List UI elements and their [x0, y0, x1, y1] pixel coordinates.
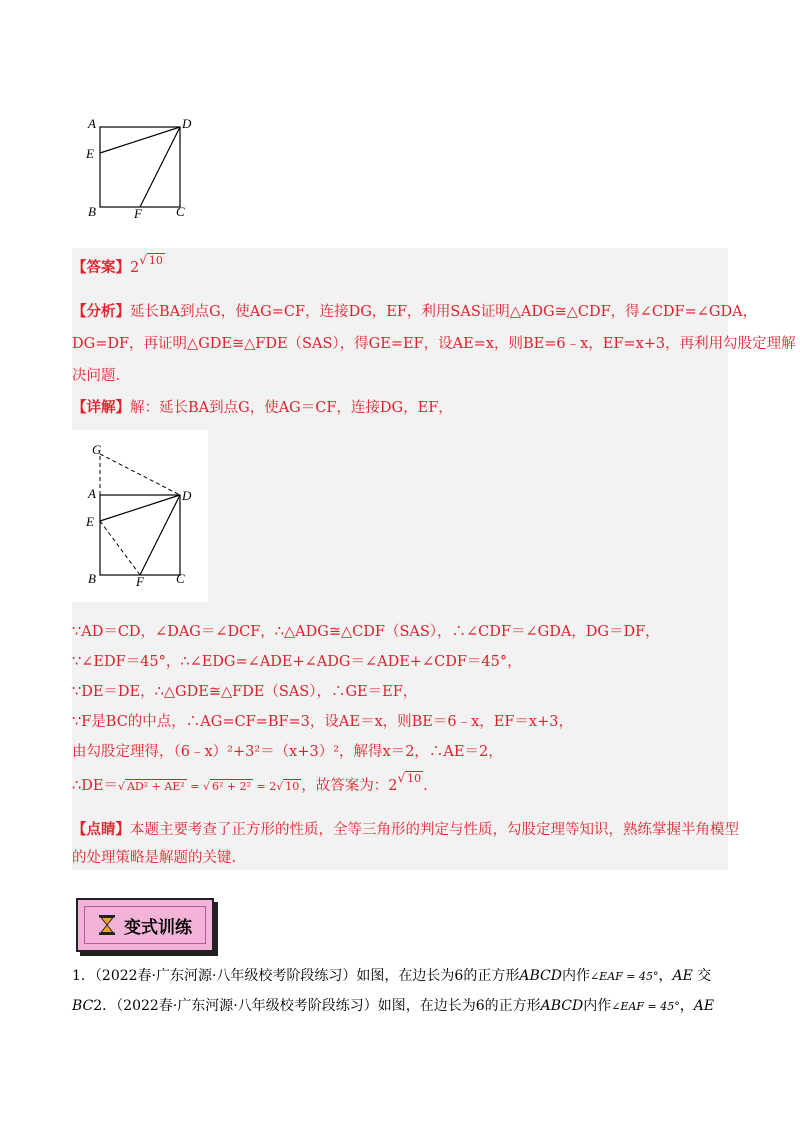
segment-ef-dashed	[100, 521, 140, 575]
detail-line-5: 由勾股定理得，（6﹣x）²+3²＝（x+3）²，解得x＝2，∴AE＝2，	[72, 744, 503, 760]
section-badge	[76, 898, 214, 952]
label-f: F	[136, 574, 144, 588]
label-d: D	[182, 116, 192, 131]
label-f: F	[134, 206, 142, 221]
label-g: G	[92, 442, 102, 457]
detail-line-6: ∴DE＝√ AD² + AE² = √ 6² + 2² = 2√ 10 ，故答案为：2√ 10 .	[72, 776, 428, 797]
label-b: B	[88, 204, 96, 219]
label-c: C	[176, 204, 185, 219]
comment-tag: 【点睛】	[72, 821, 130, 838]
detail-line-1: ∵AD＝CD，∠DAG＝∠DCF，∴△ADG≅△CDF（SAS），∴∠CDF＝∠GDA，DG＝DF，	[72, 624, 660, 640]
label-e: E	[86, 514, 94, 529]
detail-line-3: ∵DE＝DE，∴△GDE≅△FDE（SAS），∴GE＝EF，	[72, 684, 418, 700]
answer-tag: 【答案】	[72, 259, 130, 276]
detail-line-4: ∵F是BC的中点，∴AG=CF=BF=3，设AE＝x，则BE＝6﹣x，EF＝x+3，	[72, 714, 573, 730]
square-outline	[100, 127, 180, 207]
sqrt-1: √ AD² + AE²	[117, 780, 185, 793]
analysis-line-2: DG=DF，再证明△GDE≅△FDE（SAS），得GE=EF，设AE=x，则BE=6﹣x，EF=x+3，再利用勾股定理解	[72, 336, 796, 352]
answer-line	[72, 253, 165, 279]
segment-gd-dashed	[100, 454, 180, 495]
sqrt-2: √ 6² + 2²	[202, 780, 251, 793]
detail-tag: 【详解】	[72, 399, 130, 416]
figure-square-with-g	[80, 440, 204, 588]
square-outline	[100, 495, 180, 575]
label-a: A	[88, 486, 96, 501]
label-b: B	[88, 571, 96, 586]
exercise-line-1: 1．（2022春·广东河源·八年级校考阶段练习）如图，在边长为6的正方形ABCD内作∠EAF = 45°，AE 交	[72, 968, 712, 984]
sqrt-4: √ 10	[397, 771, 422, 785]
label-a: A	[88, 116, 96, 131]
segment-fd	[140, 495, 180, 575]
segment-ed	[100, 495, 180, 521]
comment-line-1: 【点睛】本题主要考查了正方形的性质，全等三角形的判定与性质，勾股定理等知识，熟练掌握半角模型	[72, 821, 739, 838]
analysis-tag: 【分析】	[72, 303, 130, 320]
analysis-line-1: 【分析】延长BA到点G，使AG=CF，连接DG，EF，利用SAS证明△ADG≅△CDF，得∠CDF=∠GDA，	[72, 303, 758, 320]
detail-line-2: ∵∠EDF＝45°，∴∠EDG=∠ADE+∠ADG＝∠ADE+∠CDF＝45°，	[72, 654, 522, 670]
exercise-line-2: BC2．（2022春·广东河源·八年级校考阶段练习）如图，在边长为6的正方形ABCD内作∠EAF = 45°，AE	[72, 998, 715, 1014]
segment-fd	[140, 127, 180, 207]
hourglass-icon	[98, 914, 116, 936]
label-c: C	[176, 571, 185, 586]
sqrt-3: √ 10	[276, 780, 300, 793]
label-e: E	[86, 146, 94, 161]
analysis-line-3: 决问题.	[72, 368, 121, 384]
comment-line-2: 的处理策略是解题的关键.	[72, 850, 237, 866]
answer-coef: 2	[130, 260, 140, 276]
answer-sqrt: √ 10	[139, 253, 163, 267]
segment-ed	[100, 127, 180, 153]
figure-square-abcd	[80, 112, 200, 224]
label-d: D	[182, 488, 192, 503]
detail-line-0: 【详解】解：延长BA到点G，使AG＝CF，连接DG，EF，	[72, 399, 453, 416]
section-badge-label: 变式训练	[124, 917, 192, 938]
